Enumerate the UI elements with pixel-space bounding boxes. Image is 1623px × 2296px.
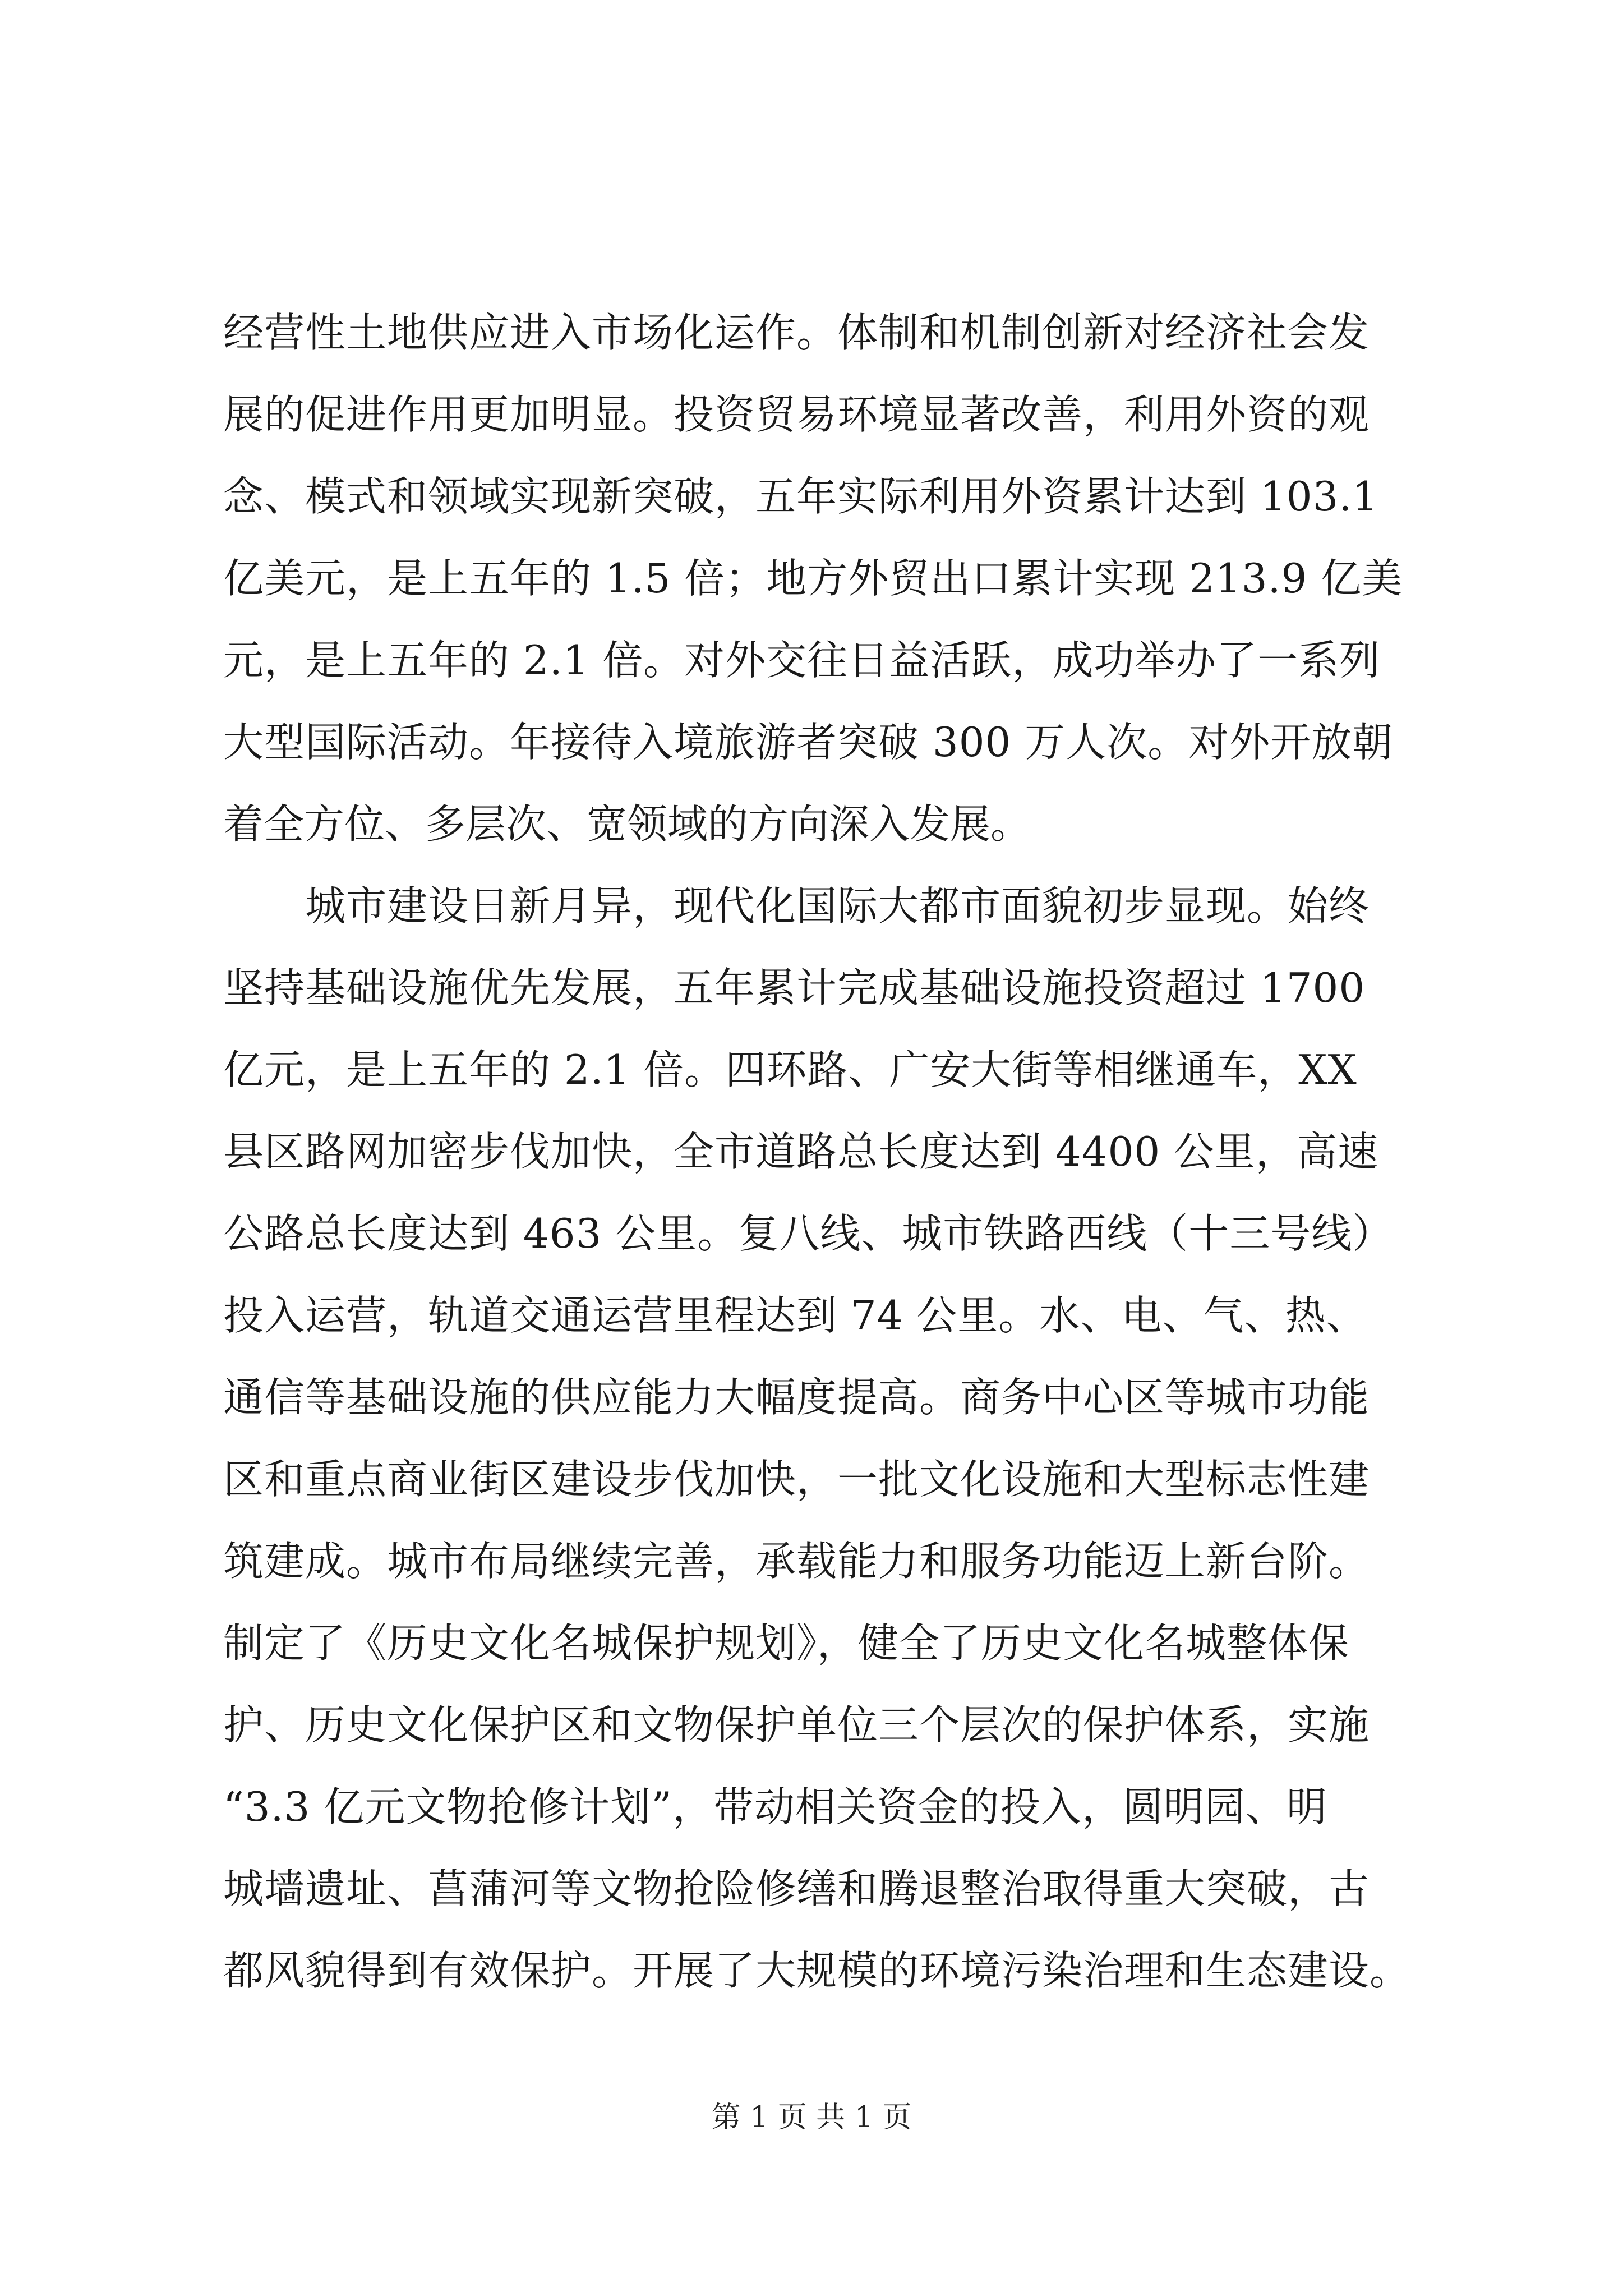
text-line-21: 都风貌得到有效保护。开展了大规模的环境污染治理和生态建设。 [223,1947,1411,1994]
page-footer: 第 1 页 共 1 页 [711,2101,912,2134]
text-line-19: “3.3 亿元文物抢修计划”，带动相关资金的投入，圆明园、明 [223,1783,1328,1830]
text-line-10: 亿元，是上五年的 2.1 倍。四环路、广安大街等相继通车，XX [223,1046,1357,1093]
text-line-15: 区和重点商业街区建设步伐加快，一批文化设施和大型标志性建 [223,1456,1370,1503]
text-line-18: 护、历史文化保护区和文物保护单位三个层次的保护体系，实施 [223,1701,1370,1749]
text-line-5: 元，是上五年的 2.1 倍。对外交往日益活跃，成功举办了一系列 [223,637,1381,684]
text-line-16: 筑建成。城市布局继续完善，承载能力和服务功能迈上新台阶。 [223,1538,1370,1585]
text-line-17: 制定了《历史文化名城保护规划》，健全了历史文化名城整体保 [223,1619,1350,1667]
text-line-8: 城市建设日新月异，现代化国际大都市面貌初步显现。始终 [305,882,1370,930]
text-line-4: 亿美元，是上五年的 1.5 倍；地方外贸出口累计实现 213.9 亿美 [223,555,1403,602]
text-line-3: 念、模式和领域实现新突破，五年实际利用外资累计达到 103.1 [223,473,1379,520]
text-line-20: 城墙遗址、菖蒲河等文物抢险修缮和腾退整治取得重大突破，古 [223,1865,1370,1912]
text-line-11: 县区路网加密步伐加快，全市道路总长度达到 4400 公里，高速 [223,1128,1379,1175]
text-line-2: 展的促进作用更加明显。投资贸易环境显著改善，利用外资的观 [223,391,1370,438]
text-line-9: 坚持基础设施优先发展，五年累计完成基础设施投资超过 1700 [223,964,1366,1011]
text-line-6: 大型国际活动。年接待入境旅游者突破 300 万人次。对外开放朝 [223,719,1394,766]
text-line-14: 通信等基础设施的供应能力大幅度提高。商务中心区等城市功能 [223,1374,1370,1421]
text-line-7: 着全方位、多层次、宽领域的方向深入发展。 [223,800,1031,848]
text-line-13: 投入运营，轨道交通运营里程达到 74 公里。水、电、气、热、 [223,1292,1367,1339]
document-body [223,292,1423,2012]
text-line-12: 公路总长度达到 463 公里。复八线、城市铁路西线（十三号线） [223,1210,1394,1257]
text-line-1: 经营性土地供应进入市场化运作。体制和机制创新对经济社会发 [223,309,1370,356]
